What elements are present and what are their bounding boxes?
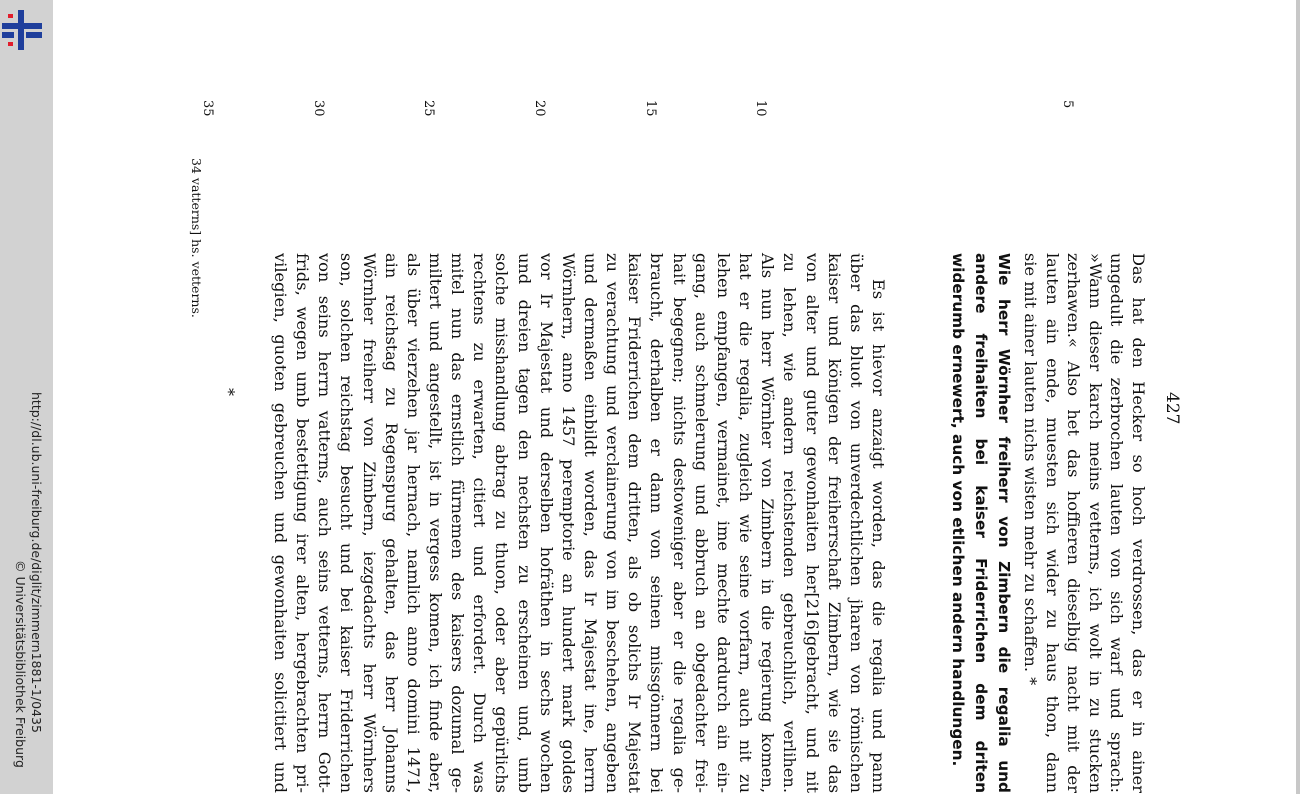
- line-number: 10: [753, 100, 768, 117]
- text-line: zu verachtung und verclainerung von im beschehen, angeben: [603, 253, 623, 793]
- text-line: vilegien, guoten gebreuchen und gewonhaiten solicitiert und: [270, 253, 290, 793]
- footnote: 34 vatterns] hs. vetterns.: [189, 158, 204, 318]
- source-url[interactable]: http://dl.ub.uni-freiburg.de/diglit/zimmern1881-1/0435: [29, 392, 44, 733]
- text-line: son, solchen reichstag besucht und bei kaiser Friderrichen: [337, 253, 357, 793]
- text-line: zu lehen, wie andern reichstenden gebreuchlich, verlihen.: [780, 253, 800, 793]
- text-line: Das hat den Hecker so hoch verdrossen, das er in ainer: [1129, 253, 1148, 793]
- text-line: rechtens zu erwarten, citiert und erfordert. Durch was: [470, 253, 490, 793]
- text-line: vor Ir Majestat und derselben hofräthen in sechs wochen: [536, 253, 556, 793]
- text-line: gang, auch schmelerung und abbruch an obgedachter frei-: [691, 253, 711, 793]
- heading-line: widerumb ernewert, auch von etlichen andern handlungen.: [949, 253, 967, 767]
- text-line: »Wann dieser karch meins vetterns, ich wolt in zu stucken: [1085, 253, 1105, 793]
- line-number: 25: [421, 100, 436, 117]
- heading-line: andere freihaiten bei kaiser Friderrichen dem driten: [972, 253, 990, 793]
- text-line: kaiser und königen der freiherrschaft Zimbern, wie sie das: [824, 253, 844, 793]
- separator-asterisk: *: [219, 388, 238, 396]
- text-line: und dreien tagen den nechsten zu erscheinen und, umb: [514, 253, 534, 793]
- text-line: Es ist hievor anzaigt worden, das die regalia und pann: [869, 279, 888, 793]
- text-line: über das bluot von unverdechtlichen jharen von römischen: [846, 253, 866, 793]
- text-line: Wörnhern, anno 1457 peremptorie an hundert mark goldes: [558, 253, 578, 793]
- text-line: hat er die regalia, zugleich wie seine vorfarn, auch nit zu: [736, 253, 756, 793]
- text-line: lauten ain ende, muesten sich wider zu haus thon, dann: [1042, 253, 1062, 793]
- text-line: sie mit ainer lauten nichs wisten mehr zu schaffen. *: [1021, 253, 1040, 686]
- text-line: von alter und guter gewonhaiten her[216]gebracht, und nit: [802, 253, 822, 793]
- text-line: Als nun herr Wörnher von Zimbern in die regierung komen,: [758, 253, 778, 793]
- line-number: 15: [643, 100, 658, 117]
- text-line: von seins herrn vatterns, auch seins vetterns, herrn Gott-: [315, 253, 335, 793]
- text-line: mitel nun das ernstlich fürnemen des kaisers dozumal ge-: [448, 253, 468, 793]
- page-number: 427: [1162, 392, 1182, 425]
- line-number: 20: [532, 100, 547, 117]
- text-line: ain reichstag zu Regenspurg gehalten, das herr Johanns: [381, 253, 401, 793]
- text-line: als über vierzehen jar hernach, namlich anno domini 1471,: [403, 253, 423, 793]
- text-line: hait begegnen; nichts destoweniger aber er die regalia ge-: [669, 253, 689, 793]
- text-line: und dermaßen einbildt worden, das Ir Majestat ine, herrn: [581, 253, 601, 793]
- text-line: Wörnher freiherr von Zimbern, iezgedachts herr Wörnhers: [359, 253, 379, 793]
- copyright-notice: © Universitätsbibliothek Freiburg: [13, 560, 28, 768]
- text-line: lehen empfangen, vermainet, ime mechte dardurch ain ein-: [713, 253, 733, 793]
- line-number: 30: [311, 100, 326, 117]
- text-line: ungedult die zerbrochen lauten von sich warf und sprach:: [1107, 253, 1127, 793]
- text-line: solche misshandlung abtrag zu thuon, oder aber gepürlichs: [492, 253, 512, 793]
- text-line: miltert und angestellt, ist in vergess komen, ich finde aber,: [426, 253, 445, 793]
- text-line: braucht, derhalben er dann von seinen missgönnern bei: [647, 253, 667, 793]
- text-line: kaiser Friderrichen dem dritten, als ob solichs Ir Majestat: [625, 253, 645, 793]
- line-number: 5: [1060, 100, 1075, 109]
- text-line: zerhawen.« Also het das hoffieren dieselbig nacht mit der: [1064, 253, 1084, 793]
- text-line: frids, wegen umb bestettigung irer alten, hergebrachten pri-: [293, 253, 313, 793]
- heading-line: Wie herr Wörnher freiherr von Zimbern die regalia und: [995, 253, 1013, 793]
- line-number: 35: [200, 100, 215, 117]
